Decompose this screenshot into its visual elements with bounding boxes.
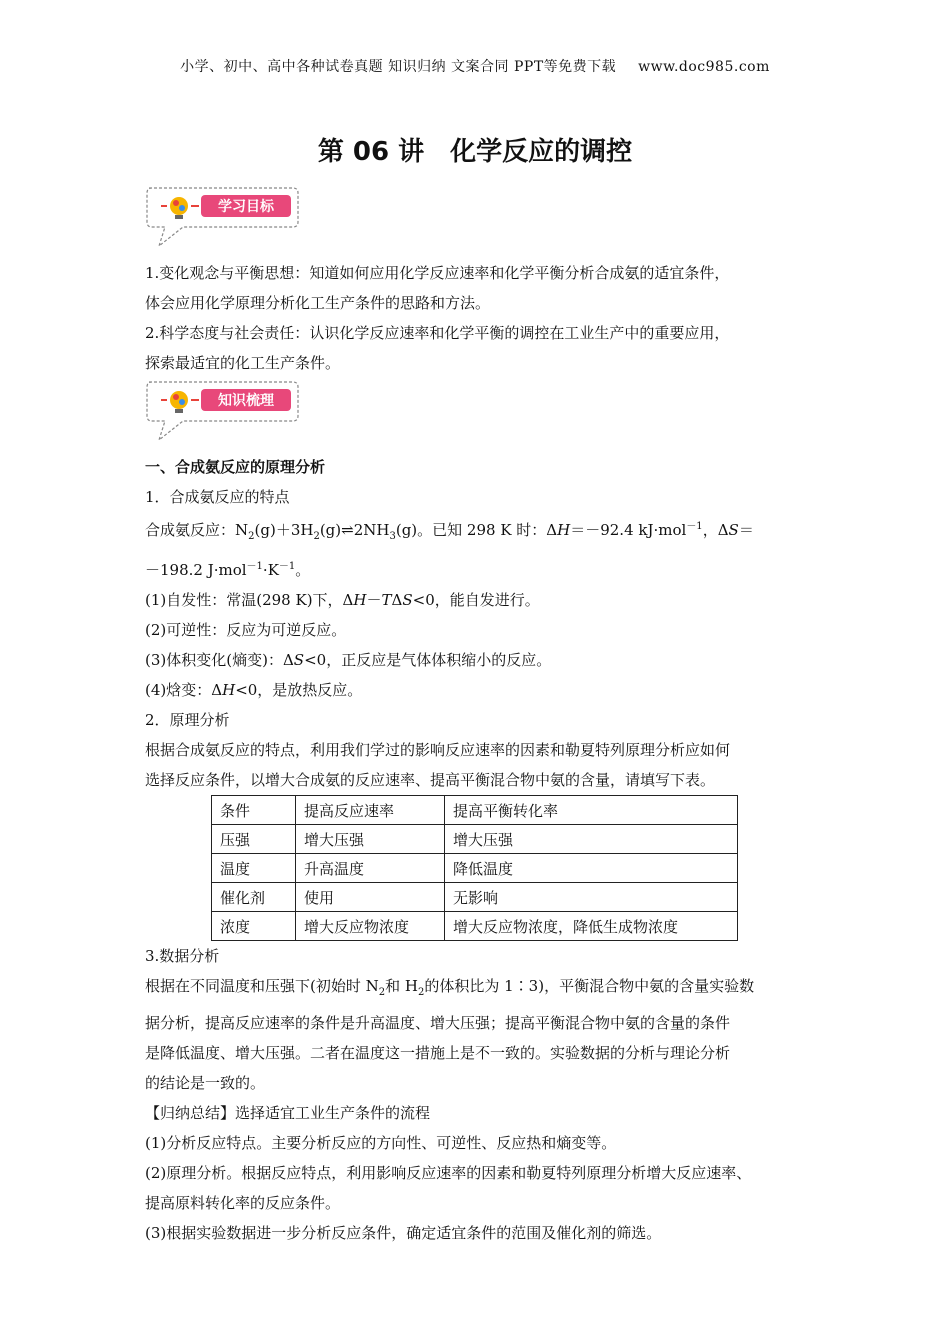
table-cell: 压强 [212,825,296,854]
table-cell: 增大反应物浓度 [296,912,445,941]
equilibrium-arrow-icon: ⇌ [341,521,354,539]
table-cell: 增大压强 [296,825,445,854]
table-header-row [212,796,738,825]
goals-section [145,258,817,378]
feature-item: (4)焓变：ΔH<0，是放热反应。 [145,681,363,699]
data-line: 据分析，提高反应速率的条件是升高温度、增大压强；提高平衡混合物中氨的含量的条件 [145,1014,731,1032]
table-header-cell: 提高反应速率 [296,796,445,825]
summary-line: (3)根据实验数据进一步分析反应条件，确定适宜条件的范围及催化剂的筛选。 [145,1224,662,1242]
table-cell: 降低温度 [445,854,738,883]
section-heading: 一、合成氨反应的原理分析 [145,458,326,476]
subsection-heading: 1．合成氨反应的特点 [145,488,290,506]
learning-goals-badge [143,184,301,250]
page-title: 第 06 讲 化学反应的调控 [317,137,633,167]
table-row [212,883,738,912]
goal-line: 1.变化观念与平衡思想：知道如何应用化学反应速率和化学平衡分析合成氨的适宜条件， [145,264,730,282]
header-site: www.doc985.com [638,59,770,75]
data-line: 是降低温度、增大压强。二者在温度这一措施上是不一致的。实验数据的分析与理论分析 [145,1044,731,1062]
knowledge-badge-label: 知识梳理 [218,393,274,409]
table-row [212,854,738,883]
summary-line: (2)原理分析。根据反应特点，利用影响反应速率的因素和勒夏特列原理分析增大反应速率、 [145,1164,752,1182]
table-cell: 增大压强 [445,825,738,854]
summary-line: (1)分析反应特点。主要分析反应的方向性、可逆性、反应热和熵变等。 [145,1134,617,1152]
table-cell: 升高温度 [296,854,445,883]
feature-item: (3)体积变化(熵变)：ΔS<0，正反应是气体体积缩小的反应。 [145,651,552,669]
summary-line: 提高原料转化率的反应条件。 [145,1194,341,1212]
table-cell: 催化剂 [212,883,296,912]
table-cell: 使用 [296,883,445,912]
table-cell: 温度 [212,854,296,883]
feature-item: (1)自发性：常温(298 K)下，ΔH－TΔS<0，能自发进行。 [145,591,540,609]
page-header [0,56,950,76]
goal-line: 2.科学态度与社会责任：认识化学反应速率和化学平衡的调控在工业生产中的重要应用， [145,324,730,342]
subsection-heading: 2．原理分析 [145,711,230,729]
table-cell: 浓度 [212,912,296,941]
goal-line: 探索最适宜的化工生产条件。 [145,354,341,372]
table-header-cell: 条件 [212,796,296,825]
feature-item: (2)可逆性：反应为可逆反应。 [145,621,347,639]
reaction-equation: 合成氨反应：$N_2(g)+3H_2(g)\rightleftharpoons 2NH_3(g)$。已知 298 K 时：ΔH＝－92.4 kJ·mol$^{-1}$，ΔS＝ [145,521,754,542]
table-cell: 增大反应物浓度，降低生成物浓度 [445,912,738,941]
table-cell: 无影响 [445,883,738,912]
table-header-cell: 提高平衡转化率 [445,796,738,825]
header-text: 小学、初中、高中各种试卷真题 知识归纳 文案合同 PPT等免费下载 [180,59,617,75]
goal-line: 体会应用化学原理分析化工生产条件的思路和方法。 [145,294,491,312]
data-line: 根据在不同温度和压强下(初始时 $N_2$和 $H_2$的体积比为 1∶3)，平衡混合物中氨的含量实验数 [145,977,755,998]
goals-badge-label: 学习目标 [218,199,274,215]
reaction-entropy: －198.2 $J\cdot mol^{-1}\cdot K^{-1}$。 [145,561,311,579]
subsection-heading: 3.数据分析 [145,947,220,965]
conditions-table [211,795,738,941]
section-1 [145,452,817,1248]
speech-bubble-icon [143,184,301,250]
table-row [212,912,738,941]
knowledge-badge [143,378,301,444]
analysis-line: 根据合成氨反应的特点，利用我们学过的影响反应速率的因素和勒夏特列原理分析应如何 [145,741,731,759]
analysis-line: 选择反应条件，以增大合成氨的反应速率、提高平衡混合物中氨的含量，请填写下表。 [145,771,716,789]
speech-bubble-icon [143,378,301,444]
summary-title: 【归纳总结】选择适宜工业生产条件的流程 [145,1104,431,1122]
table-row [212,825,738,854]
data-line: 的结论是一致的。 [145,1074,266,1092]
